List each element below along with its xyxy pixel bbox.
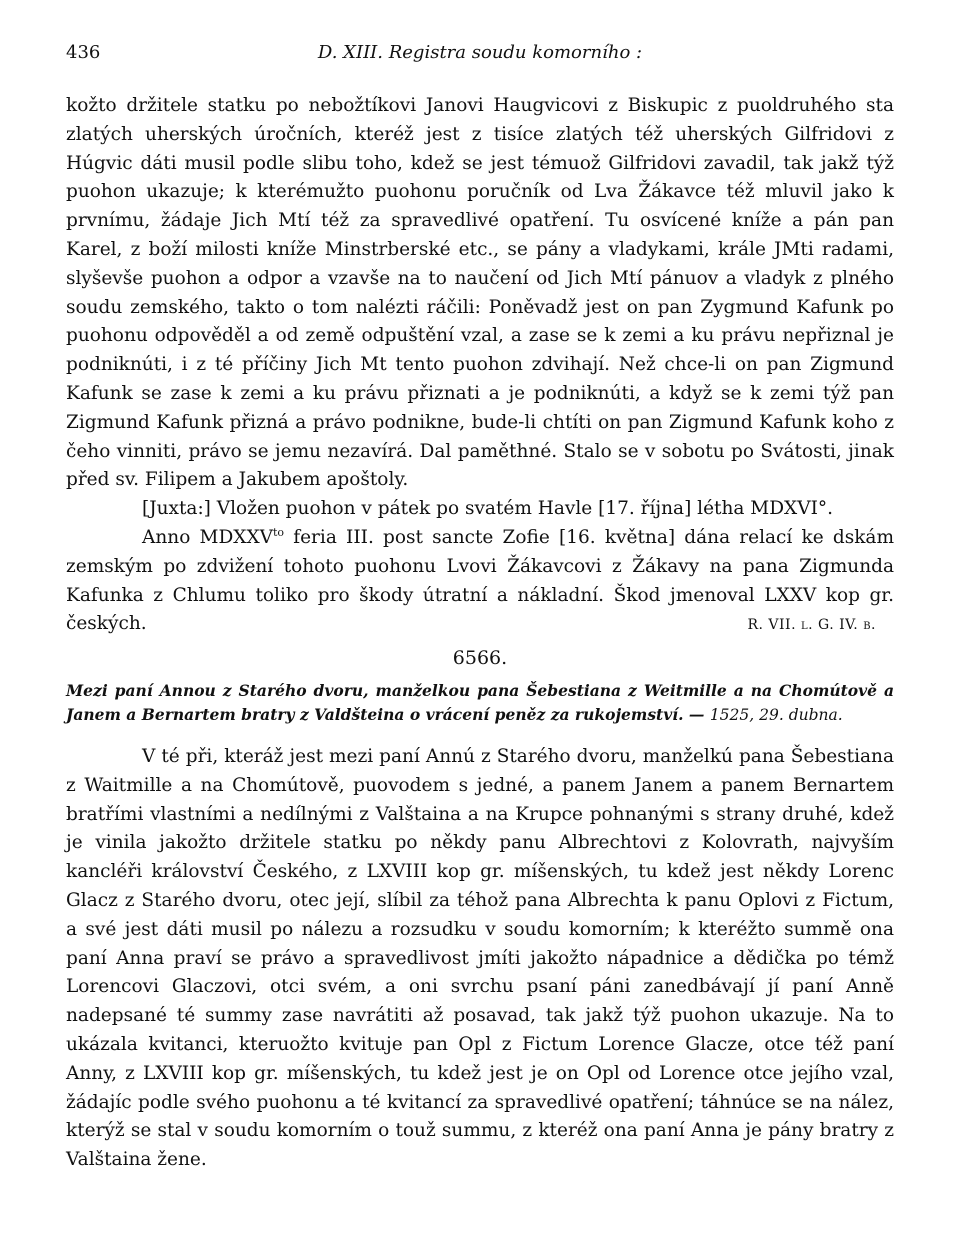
archival-reference: R. VII. l. G. IV. b. [747,617,876,634]
anno-text-rest: feria III. post sancte Zofie [16. května] dána relací ke dskám zemským po zdvižení tohoto puohonu Lvovi Žákavcovi z Žákavy na pana Zigmunda Kafunka z Chlumu toliko pro škody útratní a nákladní. Škod jmenoval LXXV kop gr. českých. [66,526,895,635]
regest [66,679,894,727]
anno-text-start: Anno MDXXV [142,526,274,548]
page-body [66,92,894,1175]
paragraph-continuation: kožto držitele statku po nebožtíkovi Janovi Haugvicovi z Biskupic z puoldruhého sta zlatých uherských úročních, kteréž jest z tisíce zlatých též uherských Gilfridovi z Húgvic dáti musil podle slibu toho, kdež se jest témuož Gilfridovi zavadil, tak jakž týž puohon ukazuje; k kterémužto puohonu poručník od Lva Žákavce též mluvil jako k prvnímu, žádaje Jich Mtí též za spravedlivé opatření. Tu osvícené kníže a pán pan Karel, z boží milosti kníže Minstrberské etc., se pány a vladykami, krále JMti radami, slyševše puohon a odpor a vzavše na to naučení od Jich Mtí pánuov a vladyk z plného soudu zemského, takto o tom nalézti ráčili: Poněvadž jest on pan Zygmund Kafunk po puohonu odpověděl a od země odpuštění vzal, a zase se k zemi a ku právu nepřiznal je podniknúti, i z té příčiny Jich Mt tento puohon zdvihají. Než chce-li on pan Zigmund Kafunk se zase k zemi a ku právu přiznati a je podniknúti, a když se k zemi týž pan Zigmund Kafunk přizná a právo podnikne, bude-li chtíti on pan Zigmund Kafunk koho z čeho vinniti, právo se jemu nezavírá. Dal paměthné. Stalo se v sobotu po Svátosti, jinak před sv. Filipem a Jakubem apoštoly. [66,95,894,491]
regest-text: Mezi paní Annou z Starého dvoru, manželkou pana Šebestiana z Weitmille a na Chomútově a Janem a Bernartem bratry z Valdšteina o vrácení peněz za rukojemství. — [66,680,894,724]
running-title: D. XIII. Registra soudu komorního : [317,42,643,63]
regest-date: 1525, 29. dubna. [709,705,843,724]
paragraph-main: V té při, kteráž jest mezi paní Annú z Starého dvoru, manželkú pana Šebestiana z Waitmille a na Chomútově, puovodem s jedné, a panem Janem a panem Bernartem bratřími vlastními a nedílnými z Valštaina a na Krupce pohnanými s strany druhé, kdež je vinila jakožto držitele statku po někdy panu Albrechtovi z Kolovrath, najvyším kancléři království Českého, z LXVIII kop gr. míšenských, tu kdež jest někdy Lorenc Glacz z Starého dvoru, otec její, slíbil za téhož pana Albrechta k panu Oplovi z Fictum, a své jest dáti musil po nálezu a rozsudku v soudu komorním; k kteréžto summě ona paní Anna praví se právo a spravedlivost jmíti jakožto nápadnice a dědička po témž Lorencovi Glaczovi, otci svém, a oni svrchu psaní páni zanedbávají jí paní Anně nadepsané té summy zase navrátiti až posavad, tak jakž týž puohon ukazuje. Na to ukázala kvitanci, kteruožto kvituje pan Opl z Fictum Lorence Glacze, otce též paní Anny, z LXVIII kop gr. míšenských, tu kdež jest je on Opl od Lorence otce jejího vzal, žádajíc podle svého puohonu a té kvitancí za spravedlivé opatření; táhnúce se na nález, kterýž se stal v soudu komorním o touž summu, z kteréž ona paní Anna je pány bratry z Valštaina žene. [66,745,894,1171]
paragraph-juxta: [Juxta:] Vložen puohon v pátek po svatém Havle [17. října] létha MDXVI°. [142,498,834,520]
page-number: 436 [66,42,101,63]
anno-superscript: to [273,525,285,539]
document-number: 6566. [452,647,508,670]
